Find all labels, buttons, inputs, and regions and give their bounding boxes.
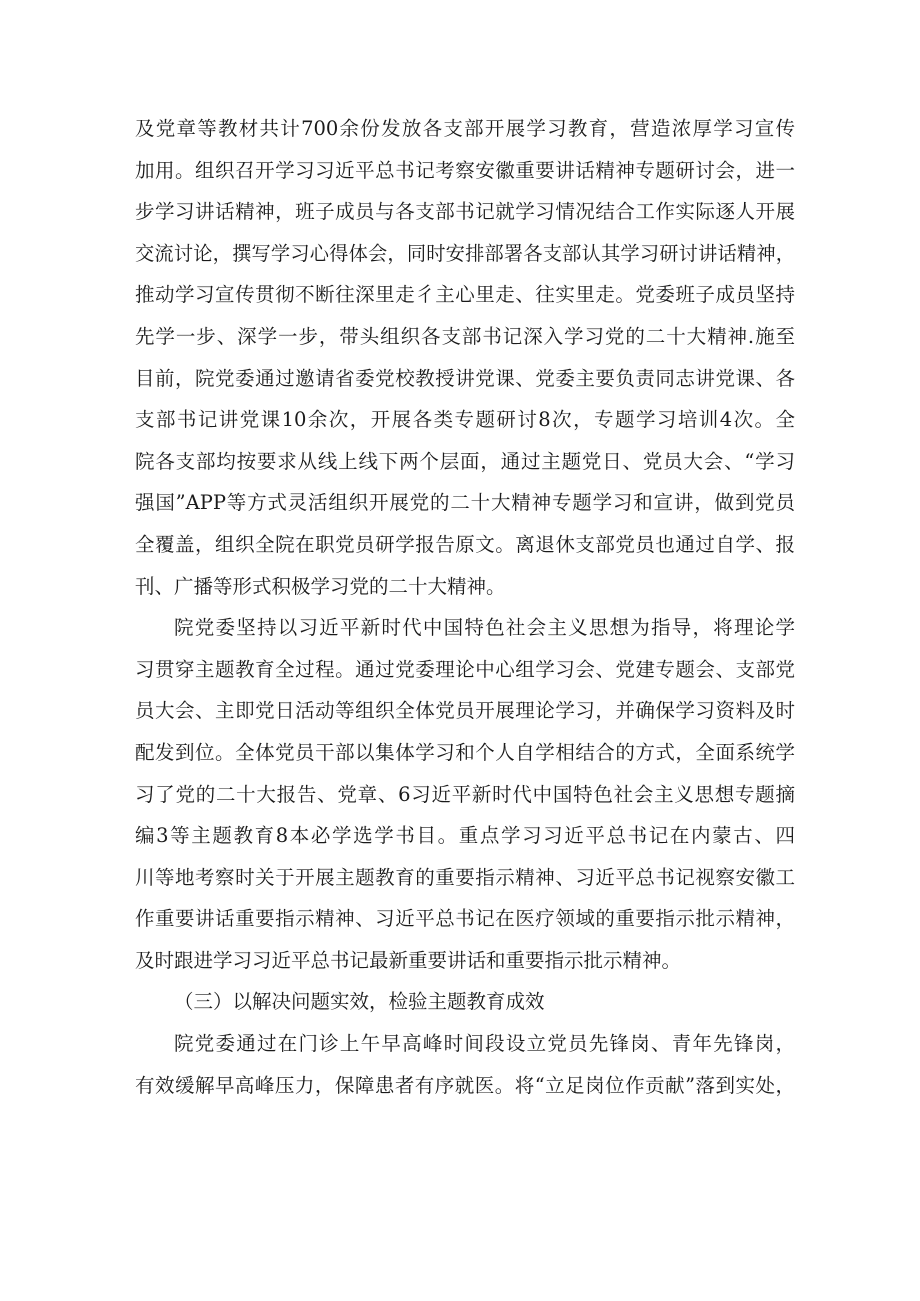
text-line: 有效缓解早高峰压力，保障患者有序就医。将“立足岗位作贡献”落到实处， (135, 1073, 795, 1097)
text-line: 及时跟进学习习近平总书记最新重要讲话和重要指示批示精神。 (135, 948, 682, 972)
text-line: 推动学习宣传贯彻不断往深里走彳主心里走、往实里走。党委班子成员坚持 (135, 283, 795, 307)
text-line: 先学一步、深学一步，带头组织各支部书记深入学习党的二十大精神.施至 (135, 324, 795, 348)
text-line: 川等地考察时关于开展主题教育的重要指示精神、习近平总书记视察安徽工 (135, 865, 795, 889)
heading-text: （三）以解决问题实效，检验主题教育成效 (174, 990, 545, 1014)
document-body (135, 108, 795, 1106)
text-line: 强国”APP等方式灵活组织开展党的二十大精神专题学习和宣讲，做到党员 (135, 491, 795, 515)
text-line: 员大会、主即党日活动等组织全体党员开展理论学习，并确保学习资料及时 (135, 699, 795, 723)
text-line: 步学习讲话精神，班子成员与各支部书记就学习情况结合工作实际逐人开展 (135, 200, 795, 224)
paragraph-continuation (135, 108, 795, 607)
text-line: 目前，院党委通过邀请省委党校教授讲党课、党委主要负责同志讲党课、各 (135, 366, 795, 390)
text-line: 刊、广播等形式积极学习党的二十大精神。 (135, 574, 506, 598)
text-line: 院党委通过在门诊上午早高峰时间段设立党员先锋岗、青年先锋岗， (174, 1032, 795, 1056)
text-line: 交流讨论，撰写学习心得体会，同时安排部署各支部认其学习研讨讲话精神， (135, 241, 795, 265)
text-line: 配发到位。全体党员干部以集体学习和个人自学相结合的方式，全面系统学 (135, 740, 795, 764)
section-heading (135, 981, 795, 1023)
text-line: 习贯穿主题教育全过程。通过党委理论中心组学习会、党建专题会、支部党 (135, 657, 795, 681)
text-line: 院党委坚持以习近平新时代中国特色社会主义思想为指导，将理论学 (174, 616, 795, 640)
text-line: 及党章等教材共计700余份发放各支部开展学习教育，营造浓厚学习宣传 (135, 117, 795, 140)
paragraph-theory-study (135, 607, 795, 981)
text-line: 全覆盖，组织全院在职党员研学报告原文。离退休支部党员也通过自学、报 (135, 532, 795, 556)
paragraph-problem-solving (135, 1023, 795, 1106)
text-line: 作重要讲话重要指示精神、习近平总书记在医疗领域的重要指示批示精神， (135, 907, 795, 931)
text-line: 院各支部均按要求从线上线下两个层面，通过主题党日、党员大会、“学习 (135, 449, 795, 473)
text-line: 编3等主题教育8本必学选学书目。重点学习习近平总书记在内蒙古、四 (135, 824, 795, 848)
text-line: 支部书记讲党课10余次，开展各类专题研讨8次，专题学习培训4次。全 (135, 408, 795, 432)
text-line: 加用。组织召开学习习近平总书记考察安徽重要讲话精神专题研讨会，进一 (135, 158, 795, 182)
text-line: 习了党的二十大报告、党章、6习近平新时代中国特色社会主义思想专题摘 (135, 782, 795, 806)
